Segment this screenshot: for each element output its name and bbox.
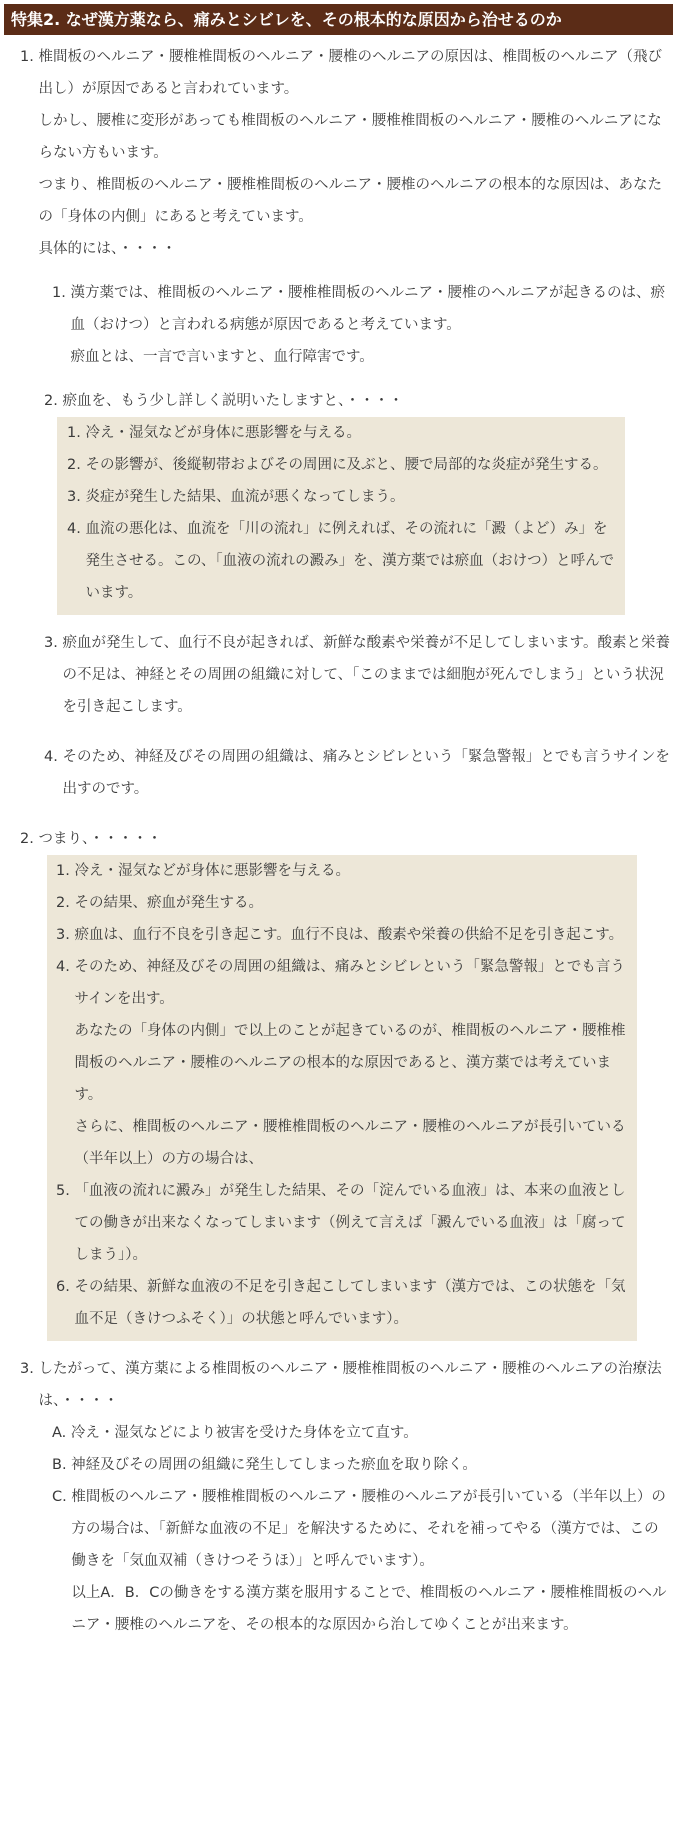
box-item-text: さらに、椎間板のヘルニア・腰椎椎間板のヘルニア・腰椎のヘルニアが長引いている（半年以上）の方の場合は、: [74, 1119, 626, 1167]
list-number: 2.: [56, 895, 75, 911]
box-item: [67, 481, 615, 513]
list-number: 4.: [56, 959, 75, 975]
box-item-text: その影響が、後縦靭帯およびその周囲に及ぶと、腰で局部的な炎症が発生する。: [85, 457, 608, 473]
box-item-text: 血流の悪化は、血流を「川の流れ」に例えれば、その流れに「澱（よど）み」を発生させる。この、「血液の流れの澱み」を、漢方薬では瘀血（おけつ）と呼んでいます。: [85, 521, 615, 601]
box-item-text: 冷え・湿気などが身体に悪影響を与える。: [85, 425, 361, 441]
list-item-3-b: [52, 1449, 673, 1481]
list-number: 5.: [56, 1183, 75, 1199]
box-item: [67, 513, 615, 609]
list-item-1-2: [44, 385, 673, 417]
paragraph: 以上A．B．Cの働きをする漢方薬を服用することで、椎間板のヘルニア・腰椎椎間板のヘルニア・腰椎のヘルニアを、その根本的な原因から治してゆくことが出来ます。: [71, 1585, 667, 1633]
list-item-3-c: [52, 1481, 673, 1641]
box-item-text: その結果、瘀血が発生する。: [74, 895, 263, 911]
list-number: 2.: [67, 457, 86, 473]
list-number: 1.: [20, 49, 39, 65]
box-item: [56, 887, 629, 919]
box-item-text: 瘀血は、血行不良を引き起こす。血行不良は、酸素や栄養の供給不足を引き起こす。: [74, 927, 624, 943]
box-item-text: あなたの「身体の内側」で以上のことが起きているのが、椎間板のヘルニア・腰椎椎間板のヘルニア・腰椎のヘルニアの根本的な原因であると、漢方薬では考えています。: [74, 1023, 626, 1103]
paragraph: しかし、腰椎に変形があっても椎間板のヘルニア・腰椎椎間板のヘルニア・腰椎のヘルニアにならない方もいます。: [38, 113, 662, 161]
box-item: [67, 449, 615, 481]
list-letter: B.: [52, 1457, 72, 1473]
box-item-text: 冷え・湿気などが身体に悪影響を与える。: [74, 863, 350, 879]
highlight-box: [57, 417, 625, 615]
box-item-text: そのため、神経及びその周囲の組織は、痛みとシビレという「緊急警報」とでも言うサインを出す。: [74, 959, 625, 1007]
list-number: 2.: [44, 393, 63, 409]
list-item-1-3: [44, 627, 673, 723]
paragraph: つまり、椎間板のヘルニア・腰椎椎間板のヘルニア・腰椎のヘルニアの根本的な原因は、あなたの「身体の内側」にあると考えています。: [38, 177, 662, 225]
paragraph: つまり、・・・・・: [38, 831, 162, 847]
list-number: 3.: [44, 635, 63, 651]
paragraph: 瘀血が発生して、血行不良が起きれば、新鮮な酸素や栄養が不足してしまいます。酸素と栄養の不足は、神経とその周囲の組織に対して、「このままでは細胞が死んでしまう」という状況を引き起こします。: [62, 635, 670, 715]
box-item: [56, 1271, 629, 1335]
box-item-text: その結果、新鮮な血液の不足を引き起こしてしまいます（漢方では、この状態を「気血不足（きけつふそく）」の状態と呼んでいます）。: [74, 1279, 626, 1327]
box-item-text: 「血液の流れに澱み」が発生した結果、その「淀んでいる血液」は、本来の血液としての働きが出来なくなってしまいます（例えて言えば「澱んでいる血液」は「腐ってしまう」）。: [74, 1183, 626, 1263]
paragraph: 漢方薬では、椎間板のヘルニア・腰椎椎間板のヘルニア・腰椎のヘルニアが起きるのは、瘀血（おけつ）と言われる病態が原因であると考えています。: [70, 285, 665, 333]
summary-box: [47, 855, 637, 1341]
list-number: 3.: [56, 927, 75, 943]
list-number: 3.: [67, 489, 86, 505]
list-number: 4.: [67, 521, 86, 537]
list-number: 4.: [44, 749, 63, 765]
list-number: 1.: [67, 425, 86, 441]
list-item-3-a: [52, 1417, 673, 1449]
paragraph: そのため、神経及びその周囲の組織は、痛みとシビレという「緊急警報」とでも言うサインを出すのです。: [62, 749, 670, 797]
paragraph: したがって、漢方薬による椎間板のヘルニア・腰椎椎間板のヘルニア・腰椎のヘルニアの治療法は、・・・・: [38, 1361, 662, 1409]
section-title: 特集2. なぜ漢方薬なら、痛みとシビレを、その根本的な原因から治せるのか: [4, 4, 673, 35]
paragraph: 椎間板のヘルニア・腰椎椎間板のヘルニア・腰椎のヘルニアの原因は、椎間板のヘルニア（飛び出し）が原因であると言われています。: [38, 49, 662, 97]
list-number: 6.: [56, 1279, 75, 1295]
list-item-1-1: [52, 277, 673, 373]
box-item: [56, 855, 629, 887]
box-item: [67, 417, 615, 449]
list-number: 1.: [56, 863, 75, 879]
list-letter: A.: [52, 1425, 71, 1441]
paragraph: 具体的には、・・・・: [38, 241, 177, 257]
list-letter: C.: [52, 1489, 72, 1505]
list-item-2: [20, 823, 673, 855]
paragraph: 瘀血を、もう少し詳しく説明いたしますと、・・・・: [62, 393, 404, 409]
box-item: [56, 1175, 629, 1271]
box-item: [56, 951, 629, 1175]
paragraph: 椎間板のヘルニア・腰椎椎間板のヘルニア・腰椎のヘルニアが長引いている（半年以上）の方の場合は、「新鮮な血液の不足」を解決するために、それを補ってやる（漢方では、この働きを「気血双補（きけつそうほ）」と呼んでいます）。: [71, 1489, 666, 1569]
paragraph: 冷え・湿気などにより被害を受けた身体を立て直す。: [70, 1425, 418, 1441]
list-item-1-4: [44, 741, 673, 805]
list-number: 1.: [52, 285, 71, 301]
list-item-1: [20, 41, 673, 265]
list-number: 2.: [20, 831, 39, 847]
box-item-text: 炎症が発生した結果、血流が悪くなってしまう。: [85, 489, 405, 505]
list-item-3: [20, 1353, 673, 1417]
paragraph: 神経及びその周囲の組織に発生してしまった瘀血を取り除く。: [71, 1457, 477, 1473]
paragraph: 瘀血とは、一言で言いますと、血行障害です。: [70, 349, 374, 365]
box-item: [56, 919, 629, 951]
list-number: 3.: [20, 1361, 39, 1377]
